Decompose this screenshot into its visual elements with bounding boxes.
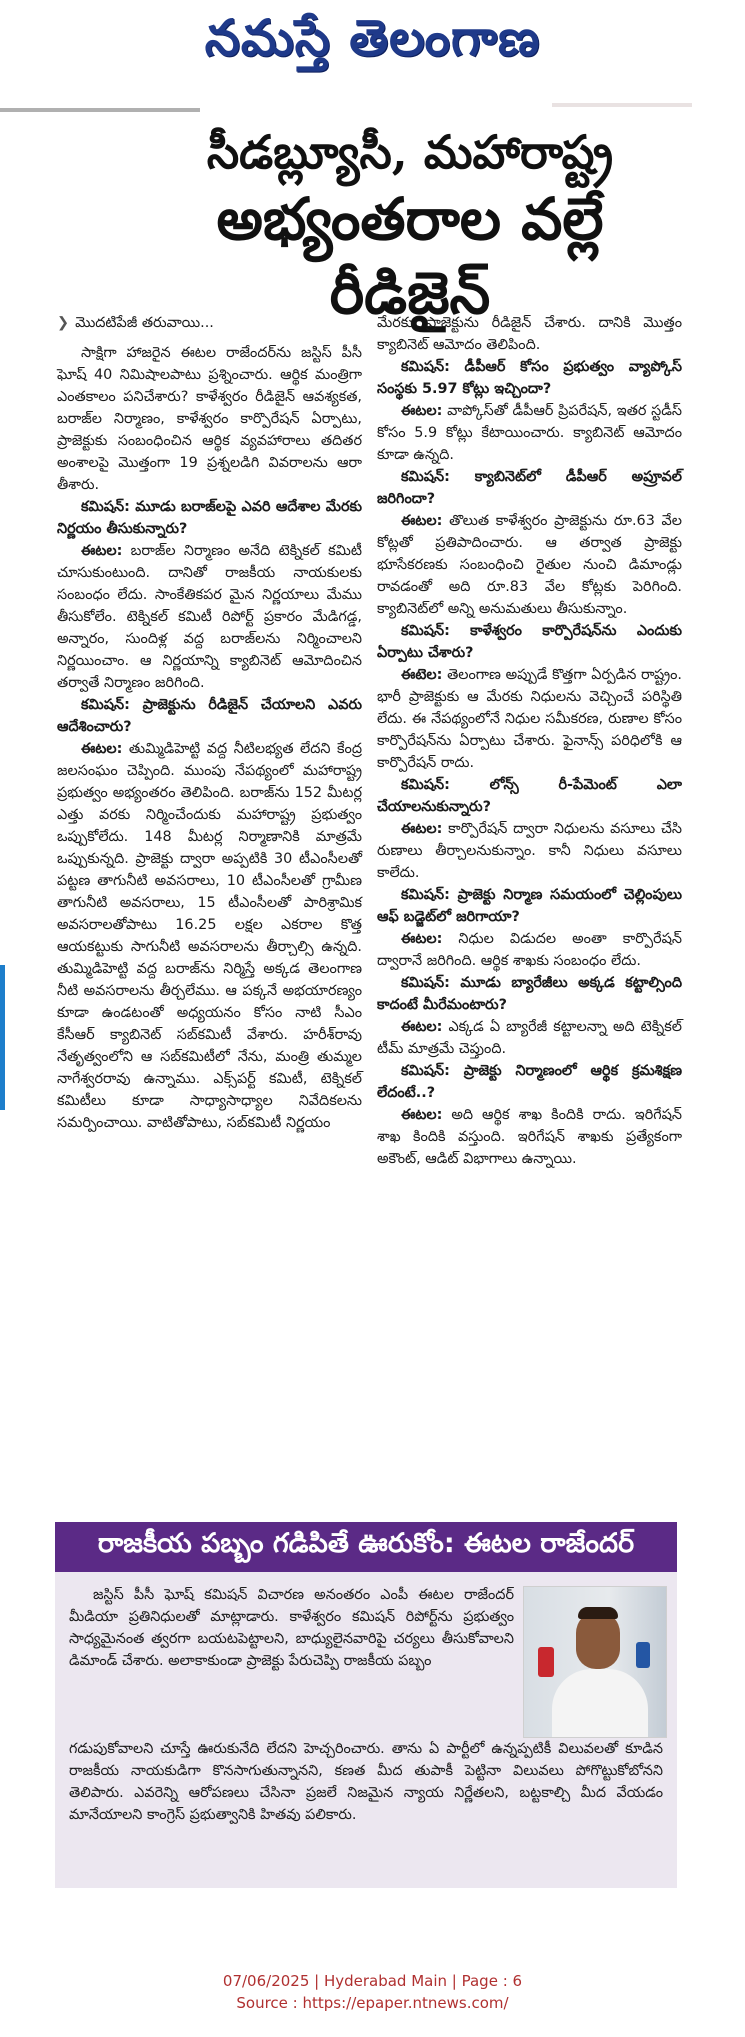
- sidebar-story-text: జస్టిస్ పీసీ ఘోష్ కమిషన్ విచారణ అనంతరం ఎంపీ ఈటల రాజేందర్ మీడియా ప్రతినిధులతో మాట్లాడారు. కాళేశ్వరం కమిషన్ రిపోర్ట్‌ను ప్రభుత్వం సాధ్యమైనంత త్వరగా బయటపెట్టాలని, బాధ్యులైనవారిపై చర్యలు తీసుకోవాలని డిమాండ్ చేశారు. అలాకాకుండా ప్రాజెక్టు పేరుచెప్పి రాజకీయ పబ్బం: [69, 1587, 514, 1669]
- answer: ఈటల: ఎక్కడ ఏ బ్యారేజీ కట్టాలన్నా అది టెక్నికల్ టీమ్ మాత్రమే చెప్తుంది.: [377, 1019, 683, 1057]
- answer: ఈటల: కార్పొరేషన్ ద్వారా నిధులను వసూలు చేసి రుణాలు తీర్చాలనుకున్నాం. కానీ నిధులు వసూలు కాలేదు.: [377, 821, 683, 881]
- answer: ఈటల: నిధుల విడుదల అంతా కార్పొరేషన్ ద్వారానే జరిగింది. ఆర్థిక శాఖకు సంబంధం లేదు.: [377, 931, 682, 969]
- sidebar-story-box: [55, 1572, 677, 1888]
- continued-text: మొదటిపేజీ తరువాయి...: [75, 315, 214, 331]
- article-headline: [130, 122, 690, 330]
- article-column-right: [377, 312, 682, 1170]
- answer: ఈటల: తొలుత కాళేశ్వరం ప్రాజెక్టును రూ.63 వేల కోట్లతో ప్రతిపాదించారు. ఆ తర్వాత ప్రాజెక్టు భూసేకరణకు సంబంధించి రైతుల నుంచి డిమాండ్లు రావడంతో అది రూ.83 వేల కోట్లకు పెరిగింది. క్యాబినెట్‌లో అన్ని అనుమతులు తీసుకున్నాం.: [377, 513, 682, 617]
- question: కమిషన్: డీపీఆర్ కోసం ప్రభుత్వం వ్యాప్కోస్ సంస్థకు 5.97 కోట్లు ఇచ్చిందా?: [377, 359, 682, 397]
- continued-label: [57, 312, 362, 334]
- question: కమిషన్: ప్రాజెక్టు నిర్మాణ సమయంలో చెల్లింపులు ఆఫ్ బడ్జెట్‌లో జరిగాయా?: [377, 887, 683, 925]
- microphone-icon: [636, 1642, 650, 1668]
- question: కమిషన్: మూడు బ్యారేజీలు అక్కడ కట్టాల్సింది కాదంటే మీరేమంటారు?: [377, 975, 682, 1013]
- sidebar-story-text-continued: గడుపుకోవాలని చూస్తే ఊరుకునేది లేదని హెచ్చరించారు. తాను ఏ పార్టీలో ఉన్నప్పటికీ విలువలతో కూడిన రాజకీయ నాయకుడిగా కొనసాగుతున్నానని, కణత మీద తుపాకీ పెట్టినా విలువలు పోగొట్టుకోబోనని తెలిపారు. ఎవరెన్ని ఆరోపణలు చేసినా ప్రజలే నిజమైన న్యాయ నిర్ణేతలని, బట్టకాల్చి మీద వేయడం మానేయాలని కాంగ్రెస్ ప్రభుత్వానికి హితవు పలికారు.: [69, 1741, 663, 1823]
- news-photo: [523, 1586, 667, 1738]
- headline-line-2: అభ్యంతరాల వల్లే రీడిజైన్: [216, 185, 604, 327]
- microphone-icon: [538, 1647, 554, 1677]
- photo-shirt: [552, 1669, 648, 1738]
- answer: ఈటల: అది ఆర్థిక శాఖ కిందికి రాదు. ఇరిగేషన్ శాఖ కిందికి వస్తుంది. ఇరిగేషన్ శాఖకు ప్రత్యేకంగా అకౌంట్, ఆడిట్ విభాగాలు ఉన్నాయి.: [377, 1107, 682, 1167]
- photo-face: [576, 1611, 620, 1669]
- masthead: [0, 0, 745, 82]
- edge-marker: [0, 965, 5, 1110]
- paragraph: సాక్షిగా హాజరైన ఈటల రాజేందర్‌ను జస్టిస్ పీసీ ఘోష్ 40 నిమిషాలపాటు ప్రశ్నించారు. ఆర్థిక మంత్రిగా ఎంతకాలం పనిచేశారు? కాళేశ్వరం రీడిజైన్ ఆవశ్యకత, బరాజ్‌ల నిర్మాణం, కాళేశ్వరం కార్పొరేషన్ ఏర్పాటు, ప్రాజెక్టుకు సంబంధించిన ఆర్థిక వ్యవహారాలు తదితర అంశాలపై మొత్తంగా 19 ప్రశ్నలడిగి వివరాలను ఆరా తీశారు.: [57, 345, 362, 493]
- sidebar-story-banner: రాజకీయ పబ్బం గడిపితే ఊరుకోం: ఈటల రాజేందర్: [55, 1522, 677, 1572]
- newspaper-title: నమస్తే తెలంగాణ: [204, 8, 541, 67]
- photo-hair: [578, 1607, 618, 1619]
- paragraph: మేరకు ప్రాజెక్టును రీడిజైన్ చేశారు. దానికి మొత్తం క్యాబినెట్ ఆమోదం తెలిపింది.: [377, 315, 682, 353]
- answer: ఈటల: తుమ్మిడిహెట్టి వద్ద నీటిలభ్యత లేదని కేంద్ర జలసంఘం చెప్పింది. ముంపు నేపథ్యంలో మహారాష్ట్ర ప్రభుత్వం అభ్యంతరం తెలిపింది. బరాజ్‌ను 152 మీటర్ల ఎత్తు వరకు నిర్మించేందుకు మహారాష్ట్ర ప్రభుత్వం ఒప్పుకోలేదు. 148 మీటర్ల నిర్మాణానికి మాత్రమే ఒప్పుకున్నది. ప్రాజెక్టు ద్వారా అప్పటికి 30 టీఎంసీలతో పట్టణ తాగునీటి అవసరాలు, 10 టీఎంసీలతో గ్రామీణ తాగునీటి అవసరాలు, 15 టీఎంసీలతో పారిశ్రామిక అవసరాలతోపాటు 16.25 లక్షల ఎకరాల కొత్త ఆయకట్టుకు సాగునీటి అవసరాలను తీర్చాల్సి ఉన్నది. తుమ్మిడిహెట్టి వద్ద బరాజ్‌ను నిర్మిస్తే అక్కడ తెలంగాణ నీటి అవసరాలను తీర్చలేము. ఆ పక్కనే అభయారణ్యం కూడా ఉండటంతో అధ్యయనం కోసం నాటి సీఎం కేసీఆర్ క్యాబినెట్ సబ్‌కమిటీ వేశారు. హరీశ్‌రావు నేతృత్వంలోని ఆ సబ్‌కమిటీలో నేను, మంత్రి తుమ్మల నాగేశ్వరరావు ఉన్నాము. ఎక్స్‌పర్ట్ కమిటీ, టెక్నికల్ కమిటీలు కూడా సాధ్యాసాధ్యాల నివేదికలను సమర్పించాయి. వాటితోపాటు, సబ్‌కమిటీ నిర్ణయం: [57, 741, 363, 1131]
- page-footer: [0, 1970, 745, 2014]
- question: కమిషన్: ప్రాజెక్టు నిర్మాణంలో ఆర్థిక క్రమశిక్షణ లేదంటే..?: [377, 1063, 682, 1101]
- answer: ఈటల: వాప్కోస్‌తో డీపీఆర్ ప్రిపరేషన్, ఇతర స్టడీస్ కోసం 5.9 కోట్లు కేటాయించారు. క్యాబినెట్ ఆమోదం కూడా ఉన్నది.: [377, 403, 683, 463]
- footer-date-edition: 07/06/2025 | Hyderabad Main | Page : 6: [222, 1972, 523, 1990]
- divider: [552, 103, 692, 107]
- footer-source: Source : https://epaper.ntnews.com/: [236, 1994, 509, 2012]
- answer: ఈటెల: తెలంగాణ అప్పుడే కొత్తగా ఏర్పడిన రాష్ట్రం. భారీ ప్రాజెక్టుకు ఆ మేరకు నిధులను వెచ్చించే పరిస్థితి లేదు. ఈ నేపథ్యంలోనే నిధుల సమీకరణ, రుణాల కోసం కార్పొరేషన్‌ను ఏర్పాటు చేశారు. ఫైనాన్స్ పరిధిలోకి ఆ కార్పొరేషన్ రాదు.: [377, 667, 683, 771]
- question: కమిషన్: కాళేశ్వరం కార్పొరేషన్‌ను ఎందుకు ఏర్పాటు చేశారు?: [377, 623, 682, 661]
- chevron-right-icon: ❯: [57, 315, 70, 331]
- question: కమిషన్: మూడు బరాజ్‌లపై ఎవరి ఆదేశాల మేరకు నిర్ణయం తీసుకున్నారు?: [57, 499, 363, 537]
- divider: [0, 108, 200, 112]
- answer: ఈటల: బరాజ్‌ల నిర్మాణం అనేది టెక్నికల్ కమిటీ చూసుకుంటుంది. దానితో రాజకీయ నాయకులకు సంబంధం లేదు. సాంకేతికపర మైన నిర్ణయాలు మేము తీసుకోలేం. టెక్నికల్ కమిటీ రిపోర్ట్ ప్రకారం మేడిగడ్డ, అన్నారం, సుందిళ్ల వద్ద బరాజ్‌లను నిర్మించాలని నిర్ణయించాం. ఆ నిర్ణయాన్ని క్యాబినెట్ ఆమోదించిన తర్వాతే నిర్మాణం జరిగింది.: [57, 543, 362, 691]
- article-column-left: [57, 312, 362, 1134]
- question: కమిషన్: లోన్స్ రీ-పేమెంట్ ఎలా చేయాలనుకున్నారు?: [377, 777, 682, 815]
- headline-line-1: సీడబ్ల్యూసీ, మహారాష్ట్ర: [206, 125, 614, 179]
- question: కమిషన్: క్యాబినెట్‌లో డీపీఆర్ అప్రూవల్ జరిగిందా?: [377, 469, 682, 507]
- question: కమిషన్: ప్రాజెక్టును రీడిజైన్ చేయాలని ఎవరు ఆదేశించారు?: [57, 697, 362, 735]
